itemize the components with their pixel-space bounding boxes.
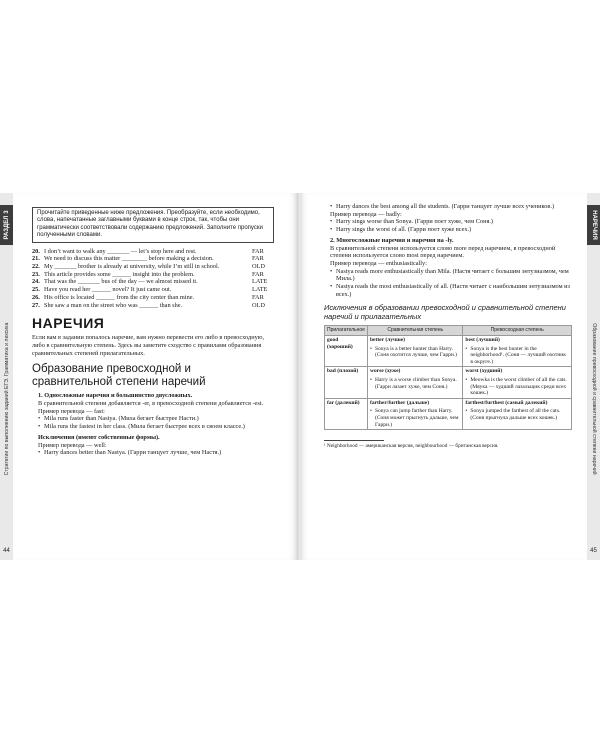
bullet-text: Nastya reads more enthusiastically than Mila. (Настя читает с большим энтузиазмом, чем Мила.) <box>336 267 569 283</box>
exercise-keyword: FAR <box>252 293 264 301</box>
bullet-dot: • <box>370 345 372 352</box>
bullet-list <box>324 268 574 299</box>
table-cell-superlative <box>463 398 572 429</box>
bullet-dot: • <box>330 283 333 291</box>
table-cell-comparative <box>368 398 463 429</box>
superlative-form: farthest/furthest (самый далекий) <box>465 399 548 406</box>
section-tab: НАРЕЧИЯ <box>587 205 600 245</box>
exercise-keyword: LATE <box>252 286 268 294</box>
exercise-number: 24. <box>32 278 40 286</box>
superlative-form: worst (худший) <box>465 368 503 375</box>
exercise-row <box>32 294 274 302</box>
exercise-row <box>32 255 274 263</box>
bullet-list <box>32 449 274 457</box>
exercise-number: 21. <box>32 255 40 263</box>
bullet-item <box>32 423 274 431</box>
exercise-number: 27. <box>32 301 40 309</box>
subheading: Образование превосходной и сравнительной степени наречий <box>32 363 206 388</box>
footnote: ¹ Neighborhood — американская версия, neighbourhood — британская версия. <box>324 443 499 450</box>
comparative-form: farther/further (дальше) <box>370 399 430 406</box>
bullet-text: Harry dances the best among all the students. (Гарри танцует лучше всех учеников.) <box>336 203 555 210</box>
table-row <box>325 398 572 429</box>
example-label: Пример перевода — badly: <box>330 210 402 218</box>
exercise-number: 26. <box>32 293 40 301</box>
exercise-text: Have you read her ______ novel? It just came out. <box>44 286 172 294</box>
table-cell-adjective: far (далекий) <box>325 398 368 429</box>
exercise-text: I don’t want to walk any _______ — let’s stop here and rest. <box>44 247 197 255</box>
bullet-dot: • <box>330 267 333 275</box>
example-text: Sonya can jump farther than Harry. (Соня может прыгнуть дальше, чем Гарри.) <box>375 408 459 428</box>
bullet-item <box>32 449 274 457</box>
exercise-row <box>32 248 274 256</box>
bullet-list <box>324 203 574 211</box>
bullet-text: Harry dances better than Nastya. (Гарри танцует лучше, чем Настя.) <box>44 449 222 457</box>
table-header: Превосходная степень <box>463 326 572 336</box>
exercise-keyword: OLD <box>252 263 265 271</box>
exercise-keyword: FAR <box>252 270 264 278</box>
exercise-text: We need to discuss this matter ________ before making a decision. <box>44 255 214 263</box>
table-cell-adjective: good (хороший) <box>325 336 368 367</box>
table-cell-comparative <box>368 367 463 398</box>
section-heading: НАРЕЧИЯ <box>32 315 105 332</box>
bullet-item <box>324 283 574 298</box>
bullet-text: Harry sings the worst of all. (Гарри поет хуже всех.) <box>336 226 472 234</box>
exercise-number: 23. <box>32 270 40 278</box>
rule-title: 2. Многосложные наречия и наречия на -ly. <box>330 236 454 244</box>
exercise-row <box>32 302 274 310</box>
left-page <box>0 193 297 560</box>
left-side-tab <box>0 193 13 560</box>
example-label: Пример перевода — enthusiastically: <box>330 259 427 267</box>
exercise-text: That was the _______ bus of the day — we almost missed it. <box>44 278 198 286</box>
example-text: Sonya is the best hunter in the neighborhood¹. (Соня — лучший охотник в округе.) <box>470 345 566 365</box>
table-cell-comparative <box>368 336 463 367</box>
bullet-dot: • <box>38 415 41 423</box>
exercise-text: My _______ brother is already at university, while I’m still in school. <box>44 263 220 271</box>
page-number: 44 <box>3 548 10 554</box>
exercise-number: 22. <box>32 263 40 271</box>
rule-title: 1. Односложные наречия и большинство двусложных. <box>38 392 193 400</box>
exceptions-table <box>324 325 572 430</box>
superlative-form: best (лучший) <box>465 337 500 344</box>
table-cell-superlative <box>463 367 572 398</box>
comparative-example <box>370 377 460 390</box>
superlative-example <box>465 408 569 421</box>
exercise-row <box>32 278 274 286</box>
example-text: Meowka is the worst climber of all the cats. (Мяука — худший лазальщик среди всех кошек.) <box>470 377 567 397</box>
bullet-dot: • <box>330 226 333 234</box>
bullet-dot: • <box>38 423 41 431</box>
superlative-example <box>465 377 569 397</box>
table-row <box>325 367 572 398</box>
bullet-dot: • <box>330 218 333 226</box>
exceptions-title: Исключения (имеют собственные формы). <box>38 433 160 441</box>
exercise-text: His office is located ______ from the city center than mine. <box>44 293 195 301</box>
exercise-keyword: LATE <box>252 278 268 286</box>
table-cell-superlative <box>463 336 572 367</box>
comparative-example <box>370 346 460 359</box>
instruction-box: Прочитайте приведенные ниже предложения. Преобразуйте, если необходимо, слова, напечатанные заглавными буквами в конце строк, так, чтобы они грамматически соответствовали содержанию предложений. Заполните пропуски полученными словами. <box>32 207 274 243</box>
bullet-dot: • <box>370 377 372 383</box>
example-text: Sonya jumped the farthest of all the cats. (Соня прыгнула дальше всех кошек.) <box>470 408 561 421</box>
comparative-example <box>370 408 460 428</box>
table-header: Прилагательное <box>325 326 368 336</box>
bullet-dot: • <box>465 377 468 383</box>
example-label: Пример перевода — fast: <box>38 407 105 415</box>
bullet-item <box>32 415 274 423</box>
page-number: 45 <box>590 548 597 554</box>
section-tab: РАЗДЕЛ 3 <box>0 205 13 245</box>
exercise-row <box>32 263 274 271</box>
bullet-item <box>324 203 574 211</box>
right-side-tab <box>587 193 600 560</box>
exercise-row <box>32 286 274 294</box>
superlative-example <box>465 346 569 366</box>
footnote-rule <box>324 440 384 441</box>
exercise-keyword: FAR <box>252 247 264 255</box>
exercise-row <box>32 271 274 279</box>
bullet-text: Mila runs faster than Nastya. (Мила бегает быстрее Насти.) <box>44 415 199 423</box>
bullet-list <box>32 415 274 430</box>
rule-text: В сравнительной степени добавляется -er, в превосходной степени добавляется -est. <box>38 400 264 408</box>
bullet-dot: • <box>38 449 41 457</box>
table-header: Сравнительная степень <box>368 326 463 336</box>
table-title: Исключения в образовании превосходной и сравнительной степени наречий и прилагательных <box>324 303 566 322</box>
bullet-dot: • <box>370 408 372 415</box>
bullet-list <box>324 218 574 233</box>
example-label: Пример перевода — well: <box>38 441 107 449</box>
comparative-form: better (лучше) <box>370 337 406 344</box>
exercise-text: She saw a man on the street who was ______ than she. <box>44 301 183 309</box>
bullet-dot: • <box>465 408 468 415</box>
intro-paragraph: Если вам в задании попалось наречие, вам нужно перевести его либо в превосходную, либо в сравнительную степень. Здесь вы заметите сходство с правилами образования сравнительных степеней прилагательных. <box>32 334 265 357</box>
bullet-item <box>324 226 574 234</box>
exercise-keyword: FAR <box>252 255 264 263</box>
bullet-dot: • <box>465 345 468 352</box>
bullet-text: Harry sings worse than Sonya. (Гарри поет хуже, чем Соня.) <box>336 218 494 226</box>
bullet-text: Mila runs the fastest in her class. (Мила бегает быстрее всех в своем классе.) <box>44 423 245 431</box>
table-row <box>325 336 572 367</box>
exercise-keyword: OLD <box>252 301 265 309</box>
example-text: Harry is a worse climber than Sonya. (Гарри лазает хуже, чем Соня.) <box>375 377 457 390</box>
bullet-text: Nastya reads the most enthusiastically of all. (Настя читает с наибольшим энтузиазмом из всех.) <box>336 283 571 298</box>
exercise-list <box>32 248 274 310</box>
bullet-item <box>324 218 574 226</box>
rule-text: В сравнительной степени используется слово more перед наречием, в превосходной степени используется слово most перед наречием. <box>330 244 556 260</box>
table-cell-adjective: bad (плохой) <box>325 367 368 398</box>
exercise-text: This article provides some ______ insight into the problem. <box>44 270 195 278</box>
side-running-title: Стратегии по выполнению заданий ЕГЭ. Грамматика и лексика <box>3 322 10 476</box>
example-text: Sonya is a better hunter than Harry. (Соня охотится лучше, чем Гарри.) <box>375 345 457 359</box>
book-spread <box>0 193 600 560</box>
bullet-item <box>324 268 574 283</box>
comparative-form: worse (хуже) <box>370 368 401 375</box>
exercise-number: 20. <box>32 247 40 255</box>
bullet-dot: • <box>330 203 333 210</box>
exercise-number: 25. <box>32 286 40 294</box>
right-page <box>300 193 600 560</box>
side-running-title: Образование превосходной и сравнительной степени наречий <box>590 323 597 475</box>
